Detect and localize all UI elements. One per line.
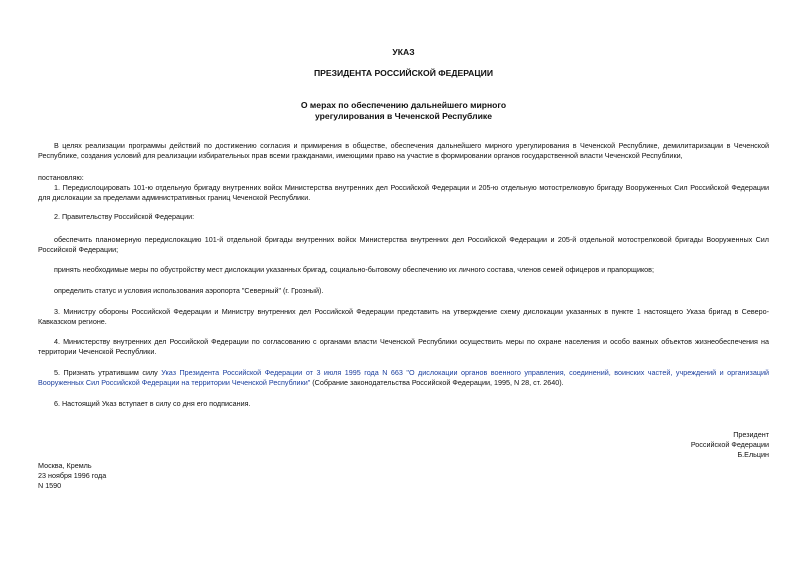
signature-position: Президент [733,430,769,439]
decree-number: N 1590 [38,481,62,491]
signature-block [560,430,769,461]
repealed-decree-link[interactable]: Указ Президента Российской Федерации от 3 июля 1995 года N 663 "О дислокации органов военного управления, соединений, воинских частей, учреждений и организаций Вооруженных Сил Российской Федерации на территории Чеченской Республики" [38,368,769,388]
place-date-block [38,461,106,492]
document-issuer: ПРЕЗИДЕНТА РОССИЙСКОЙ ФЕДЕРАЦИИ [313,68,494,78]
item-1-paragraph: 1. Передислоцировать 101-ю отдельную бригаду внутренних войск Министерства внутренних дел Российской Федерации и 205-ю отдельную мотострелковую бригаду Вооруженных Сил Российской Федерации для дислокации за пределами административных границ Чеченской Республики. [38,183,769,203]
preamble-paragraph: В целях реализации программы действий по достижению согласия и примирения в обществе, обеспечения дальнейшего мирного урегулирования в Чеченской Республике, демилитаризации в Чеченской Республике, создания условий для реализации избирательных прав всеми гражданами, имеющими право на участие в формировании органов государственной власти Чеченской Республики, [38,141,769,161]
subject-line-1: О мерах по обеспечению дальнейшего мирного [300,100,507,110]
item-2b-paragraph: принять необходимые меры по обустройству мест дислокации указанных бригад, социально-бытовому обеспечению их личного состава, членов семей офицеров и прапорщиков; [54,265,654,274]
signature-name: Б.Ельцин [737,450,769,460]
item-2-paragraph: 2. Правительству Российской Федерации: [54,212,195,221]
signature-country: Российской Федерации [690,440,769,450]
item-4-paragraph: 4. Министерству внутренних дел Российской Федерации по согласованию с органами власти Чеченской Республики осуществить меры по охране населения и особо важных объектов жизнеобеспечения на территории Чеченской Республики. [38,337,769,357]
subject-line-2: урегулирования в Чеченской Республике [315,111,492,121]
document-subject [0,100,807,122]
item-5-prefix: 5. Признать утратившим силу [54,368,162,377]
item-5-paragraph [38,368,769,388]
item-3-paragraph: 3. Министру обороны Российской Федерации и Министру внутренних дел Российской Федерации представить на утверждение схему дислокации указанных в пункте 1 настоящего Указа бригад в Северо-Кавказском регионе. [38,307,769,327]
document-title: УКАЗ [392,47,415,57]
item-2a-paragraph: обеспечить планомерную передислокацию 101-й отдельной бригады внутренних войск Министерства внутренних дел Российской Федерации и 205-й отдельной мотострелковой бригады Вооруженных Сил Российской Федерации; [38,235,769,255]
signing-place: Москва, Кремль [38,461,92,470]
item-2c-paragraph: определить статус и условия использования аэропорта "Северный" (г. Грозный). [54,286,324,295]
item-6-paragraph: 6. Настоящий Указ вступает в силу со дня его подписания. [54,399,251,408]
signing-date: 23 ноября 1996 года [38,471,107,481]
item-5-suffix: (Собрание законодательства Российской Федерации, 1995, N 28, ст. 2640). [310,378,564,388]
decree-word: постановляю: [38,173,84,182]
